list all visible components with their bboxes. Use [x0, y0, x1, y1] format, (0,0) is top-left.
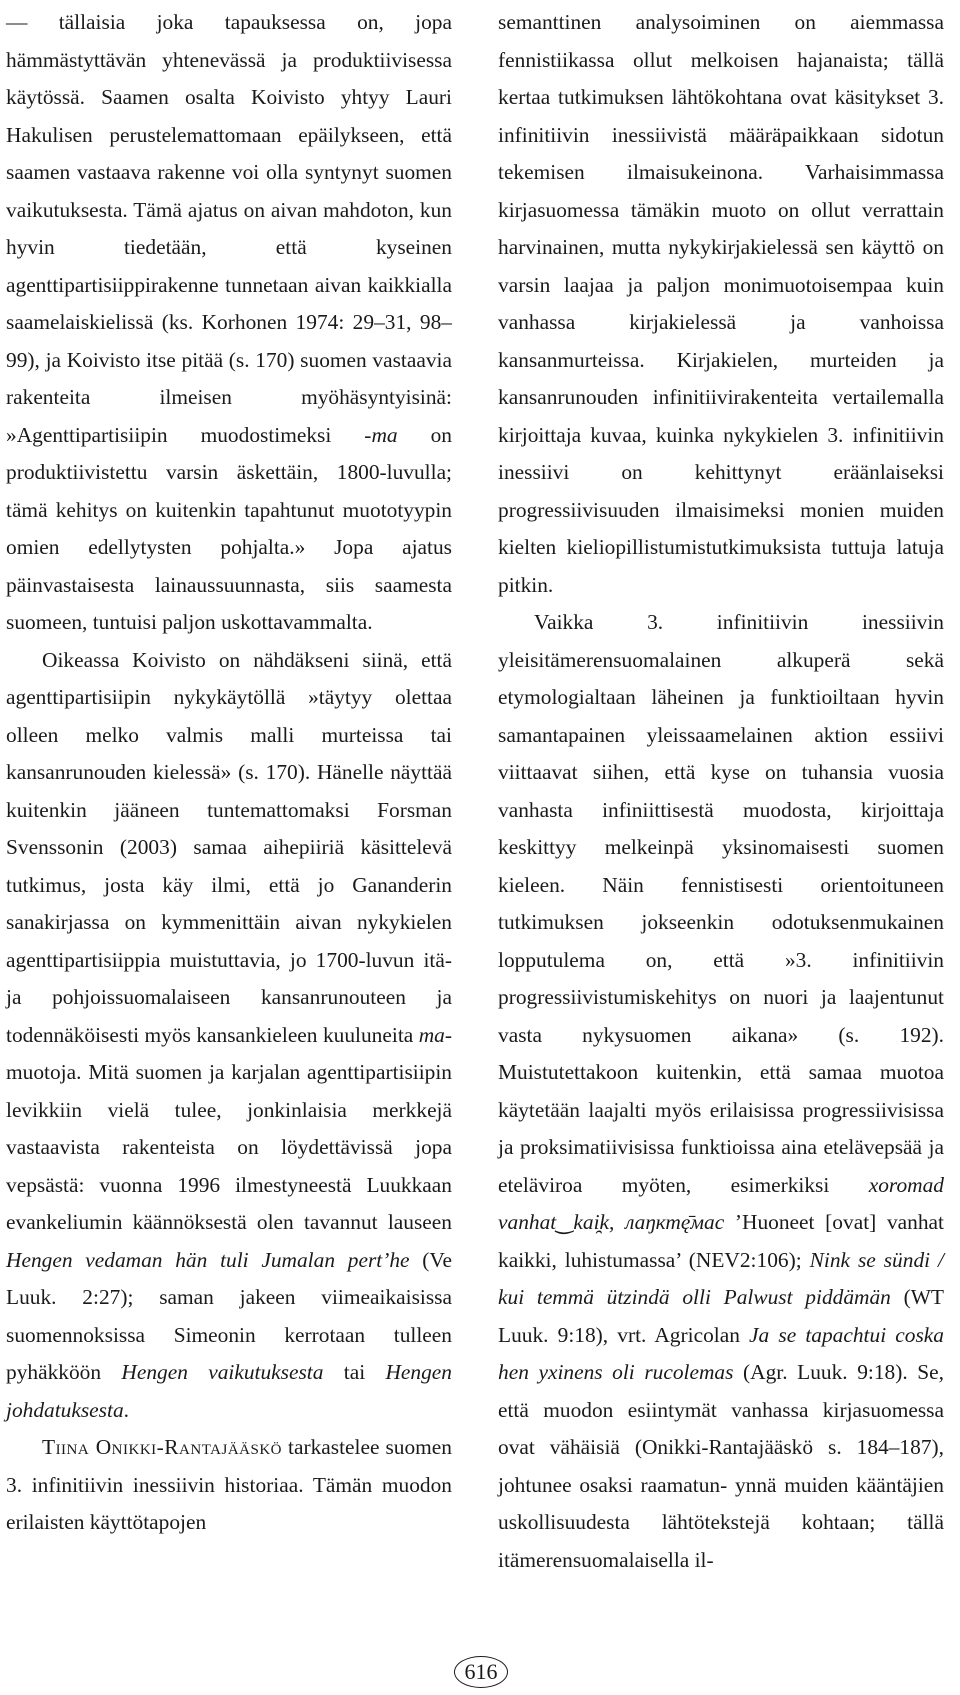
paragraph — [6, 642, 452, 1430]
text-run: (Agr. Luuk. 9:18). Se, että muodon esiintymät vanhassa kirjasuomessa ovat vähäisiä (Onikki-Rantajääskö s. 184–187), johtunee osaksi raamatun- ynnä muiden kääntäjien uskollisuudesta lähtötekstejä kohtaan; tällä itämerensuomalaisella il- — [498, 1360, 945, 1572]
page-number: 616 — [464, 1659, 498, 1684]
paragraph — [498, 604, 944, 1579]
text-run: Vaikka 3. infinitiivin inessiivin yleisitämerensuomalainen alkuperä sekä etymologialtaan läheinen ja funktioiltaan hyvin samantapainen yleissaamelainen aktion essiivi viittaavat siihen, että kyse on tuhansia vuosia vanhasta infiniittisestä muodosta, kirjoittaja keskittyy melkeinpä yksinomaisesti suomen kieleen. Näin fennistisesti orientoituneen tutkimuksen jokseenkin odotuksenmukainen lopputulema on, että »3. infinitiivin progressiivistumiskehitys on nuori ja laajentunut vasta nykysuomen aikana» (s. 192). Muistutettakoon kuitenkin, että samaa muotoa käytetään laajalti myös erilaisissa progressiivisissa ja proksimatiivisissa funktioissa aina etelävepsää ja eteläviroa myöten, esimerkiksi — [498, 610, 944, 1197]
italic-text: ma — [371, 422, 398, 447]
text-run: Oikeassa Koivisto on nähdäkseni siinä, että agenttipartisiipin nykykäytöllä »täytyy olettaa olleen melko valmis malli murteissa tai kansanrunouden kielessä» (s. 170). Hänelle näyttää kuitenkin jääneen tuntemattomaksi Forsman Svenssonin (2003) samaa aihepiiriä käsittelevä tutkimus, josta käy ilmi, että jo Gananderin sanakirjassa on kymmenittäin aivan nykykielen agenttipartisiippia muistuttavia, jo 1700-luvun itä- ja pohjoissuomalaiseen kansanrunouteen ja todennäköisesti myös kansankieleen kuuluneita — [6, 647, 452, 1047]
italic-text: ma — [418, 1022, 445, 1047]
text-run: . — [123, 1397, 129, 1422]
italic-text: Ja se tapachtui coska hen yxinens oli rucolemas — [498, 1322, 944, 1384]
text-run: tarkastelee suomen 3. infinitiivin inessiivin historiaa. Tämän muodon erilaisten käyttötapojen — [6, 1435, 452, 1534]
text-run: semanttinen analysoiminen on aiemmassa fennistiikassa ollut melkoisen hajanaista; tällä kertaa tutkimuksen lähtökohtana ovat käsitykset 3. infinitiivin inessiivistä määräpaikkaan sidotun tekemisen ilmaisukeinona. Varhaisimmassa kirjasuomessa tämäkin muoto on ollut verrattain harvinainen, mutta nykykirjakielessä sen käyttö on varsin laajaa ja paljon monimuotoisempaa kuin vanhassa kirjakielessä ja vanhoissa kansanmurteissa. Kirjakielen, murteiden ja kansanrunouden infinitiivirakenteita vertailemalla kirjoittaja kuvaa, kuinka nykykielen 3. infinitiivin inessiivi on kehittynyt eräänlaiseksi progressiivisuuden ilmaisimeksi monien muiden kielten kieliopillistumistutkimuksista tuttuja latuja pitkin. — [498, 10, 944, 597]
page-number-badge — [454, 1656, 510, 1690]
italic-text: xoromad vanhat‿kai̯k, лаŋктę̄мас — [498, 1172, 944, 1234]
text-run: — tällaisia joka tapauksessa on, jopa hämmästyttävän yhtenevässä ja produktiivisessa käytössä. Saamen osalta Koivisto yhtyy Lauri Hakulisen perustelemattomaan epäilykseen, että saamen vastaava rakenne voi olla syntynyt suomen vaikutuksesta. Tämä ajatus on aivan mahdoton, kun hyvin tiedetään, että kyseinen agenttipartisiippirakenne tunnetaan aivan kaikkialla saamelaiskielissä (ks. Korhonen 1974: 29–31, 98–99), ja Koivisto itse pitää (s. 170) suomen vastaavia rakenteita ilmeisen myöhäsyntyisinä: »Agenttipartisiipin muodostimeksi - — [6, 10, 452, 447]
text-run: (WT Luuk. 9:18), vrt. Agricolan — [498, 1285, 944, 1347]
italic-text: Hengen vedaman hän tuli Jumalan pert’he — [6, 1247, 410, 1272]
right-column — [498, 4, 944, 1579]
text-run: tai — [323, 1360, 386, 1384]
author-name: Tiina Onikki-Rantajääskö — [42, 1435, 283, 1459]
italic-text: Nink se sündi / kui temmä ützindä olli Palwust piddämän — [498, 1247, 944, 1309]
paragraph — [6, 4, 452, 642]
italic-text: Hengen johdatuksesta — [6, 1360, 452, 1422]
text-run: (Ve Luuk. 2:27); saman jakeen viimeaikaisissa suomennoksissa Simeonin kerrotaan tulleen pyhäkköön — [6, 1247, 452, 1384]
text-run: ’Huoneet [ovat] vanhat kaikki, luhistumassa’ (NEV2:106); — [498, 1210, 944, 1272]
paragraph — [498, 4, 944, 604]
text-run: -muotoja. Mitä suomen ja karjalan agenttipartisiipin levikkiin vielä tulee, jonkinlaisia merkkejä vastaavista rakenteista on löydettävissä jopa vepsästä: vuonna 1996 ilmestyneestä Luukkaan evankeliumin käännöksestä olen tavannut lauseen — [6, 1022, 452, 1234]
paragraph — [6, 1429, 452, 1542]
italic-text: Hengen vaikutuksesta — [121, 1360, 324, 1384]
left-column — [6, 4, 452, 1542]
text-run: on produktiivistettu varsin äskettäin, 1800-luvulla; tämä kehitys on kuitenkin tapahtunut muototyypin omien edellytysten pohjalta.» Jopa ajatus päinvastaisesta lainaussuunnasta, siis saamesta suomeen, tuntuisi paljon uskottavammalta. — [6, 422, 452, 634]
